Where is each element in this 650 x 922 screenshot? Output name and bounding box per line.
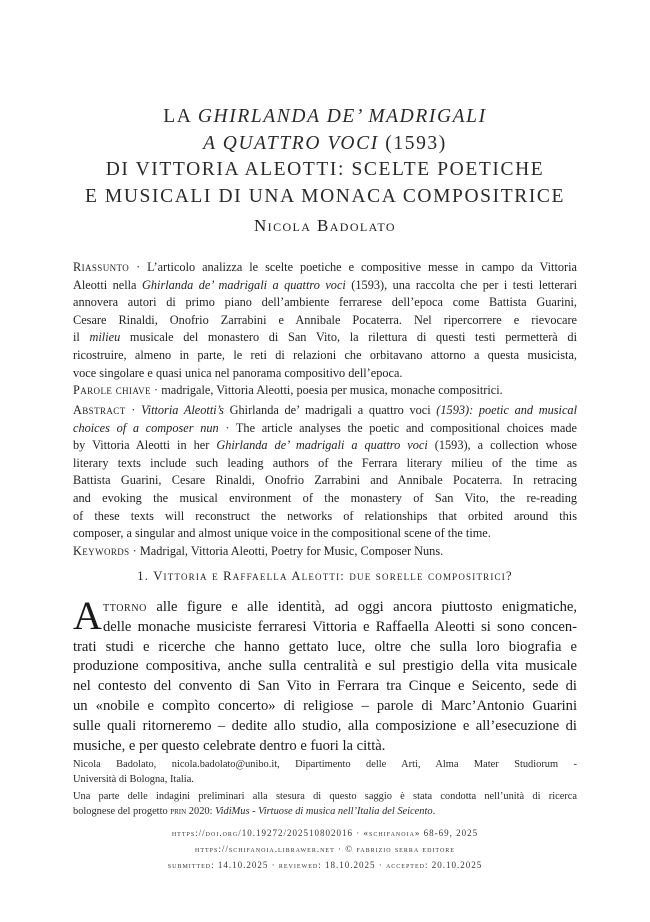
body-first-word: ttorno	[103, 599, 147, 615]
title-italic-part-1: GHIRLANDA DE’ MADRIGALI	[197, 106, 487, 127]
title-year: (1593)	[378, 132, 447, 154]
keywords-line	[73, 543, 577, 561]
footnote-project-title: VidiMus - Virtuose di musica nell’Italia del Seicento	[215, 806, 433, 817]
abstract-label: Abstract	[73, 403, 126, 417]
riassunto-line	[73, 329, 577, 347]
riassunto-line: Cesare Rinaldi, Onofrio Zarrabini e Annibale Pocaterra. Nel ripercorrere e rievocare	[73, 312, 577, 327]
body-paragraph	[73, 593, 577, 756]
abstract-sep: ·	[125, 403, 142, 417]
title-italic-part-2: A QUATTRO VOCI	[203, 132, 379, 154]
title-line-4: E MUSICALI DI UNA MONACA COMPOSITRICE	[84, 185, 566, 207]
section-heading: 1. Vittoria e Raffaella Aleotti: due sorelle compositrici?	[137, 569, 513, 583]
abstract-title-part: Ghirlanda de’ madrigali a quattro voci	[229, 403, 431, 417]
parole-chiave-label: Parole chiave	[73, 383, 151, 398]
article-title	[40, 104, 610, 210]
abstract-text: · The article analyses the poetic and compositional choices made	[218, 420, 577, 435]
riassunto-text: (1593), una raccolta che per i testi letterari	[345, 277, 577, 292]
abstract-line: and evoking the musical environment of the monastery of San Vito, the re-reading	[73, 490, 577, 505]
title-line-3: DI VITTORIA ALEOTTI: SCELTE POETICHE	[105, 159, 545, 180]
title-prefix: LA	[163, 106, 198, 127]
footnote-line: Nicola Badolato, nicola.badolato@unibo.it, Dipartimento delle Arti, Alma Mater Studiorum -	[73, 759, 577, 770]
body-line: nel contesto del convento di San Vito in Ferrara tra Cinque e Seicento, sede di	[73, 678, 577, 695]
riassunto-line	[73, 259, 577, 277]
body-line: delle monache musiciste ferraresi Vittoria e Raffaella Aleotti si sono concen-	[103, 618, 577, 635]
footnote-prin: prin	[170, 806, 187, 817]
riassunto-work-title: Ghirlanda de’ madrigali a quattro voci	[142, 277, 346, 292]
riassunto-line: ricostruire, almeno in parte, le reti di relazioni che orbitavano attorno a questa musicista,	[73, 347, 577, 362]
keywords-text: · Madrigal, Vittoria Aleotti, Poetry for Music, Composer Nuns.	[129, 543, 444, 558]
abstract-line	[73, 420, 577, 438]
abstract-title-part: (1593): poetic and musical	[430, 403, 577, 417]
riassunto-milieu: milieu	[89, 330, 121, 345]
body-line	[103, 598, 577, 618]
footnote-text: bolognese del progetto	[73, 806, 171, 817]
riassunto-text: Aleotti nella	[73, 277, 142, 292]
riassunto-text: il	[73, 330, 90, 345]
abstract-work-title: Ghirlanda de’ madrigali a quattro voci	[216, 438, 428, 453]
abstract-text: (1593), a collection whose	[427, 438, 577, 453]
parole-chiave-text: · madrigale, Vittoria Aleotti, poesia per musica, monache compositrici.	[150, 383, 503, 398]
abstract-title-part: choices of a composer nun	[73, 420, 219, 435]
body-text: alle figure e alle identità, ad oggi ancora piuttosto enigmatiche,	[146, 599, 577, 615]
doi-line: https://doi.org/10.19272/202510802016 · «schifanoia» 68-69, 2025	[171, 828, 479, 838]
keywords-label: Keywords	[73, 543, 130, 558]
site-line: https://schifanoia.librawer.net · © fabrizio serra editore	[195, 844, 455, 854]
parole-chiave-line	[73, 382, 577, 400]
abstract-text: by Vittoria Aleotti in her	[73, 438, 217, 453]
footnote-line: Una parte delle indagini preliminari alla stesura di questo saggio è stata condotta nell’unità di ricerca	[73, 791, 577, 802]
footnote-funding	[73, 789, 577, 819]
body-line: sulle quali ritorneremo – dedite allo studio, alla composizione e all’esecuzione di	[73, 717, 577, 734]
riassunto-line: annovera autori di primo piano dell’ambiente ferrarese dell’epoca come Battista Guarini,	[73, 295, 577, 310]
riassunto-line: voce singolare e quasi unica nel panorama compositivo dell’epoca.	[73, 365, 403, 380]
title-line-1	[40, 104, 610, 131]
abstract-line: literary texts include such leading authors of the Ferrara literary milieu of the time as	[73, 455, 577, 470]
body-line: trati studi e ricerche che hanno gettato luce, oltre che sulla loro biografia e	[73, 638, 577, 655]
abstract-line	[73, 402, 577, 420]
author-name: Nicola Badolato	[254, 216, 396, 235]
dates-line: submitted: 14.10.2025 · reviewed: 18.10.2025 · accepted: 20.10.2025	[167, 860, 483, 870]
riassunto-text: musicale del monastero di San Vito, la rilettura di questi testi permetterà di	[120, 330, 577, 345]
abstract-line	[73, 437, 577, 455]
body-line: produzione compositiva, anche sulla centralità e sul prestigio della vita musicale	[73, 658, 577, 675]
footnote-line	[73, 804, 577, 819]
abstract-block	[73, 402, 577, 560]
footnote-line: Università di Bologna, Italia.	[73, 774, 194, 785]
riassunto-block	[73, 259, 577, 400]
abstract-line: composer, a singular and almost unique voice in the compositional scene of the time.	[73, 526, 491, 541]
footnote-text: .	[432, 806, 436, 817]
riassunto-text: · L’articolo analizza le scelte poetiche e compositive messe in campo da Vittoria	[129, 260, 577, 274]
abstract-title-part: Vittoria Aleotti’s	[141, 403, 230, 417]
footnote-text: 2020:	[186, 806, 216, 817]
body-line: un «nobile e compìto concerto» di religiose – parole di Marc’Antonio Guarini	[73, 697, 577, 714]
riassunto-label: Riassunto	[73, 260, 130, 274]
drop-cap: A	[73, 593, 102, 638]
title-line-2	[40, 131, 610, 158]
abstract-line: Battista Guarini, Cesare Rinaldi, Onofrio Zarrabini and Annibale Pocaterra. In retracing	[73, 473, 577, 488]
abstract-line: of these texts will reconstruct the networks of relationships that orbited around this	[73, 508, 577, 523]
riassunto-line	[73, 277, 577, 295]
body-line: musiche, e per questo celebrate dentro e fuori la città.	[73, 737, 386, 754]
footnote-affiliation	[73, 757, 577, 787]
